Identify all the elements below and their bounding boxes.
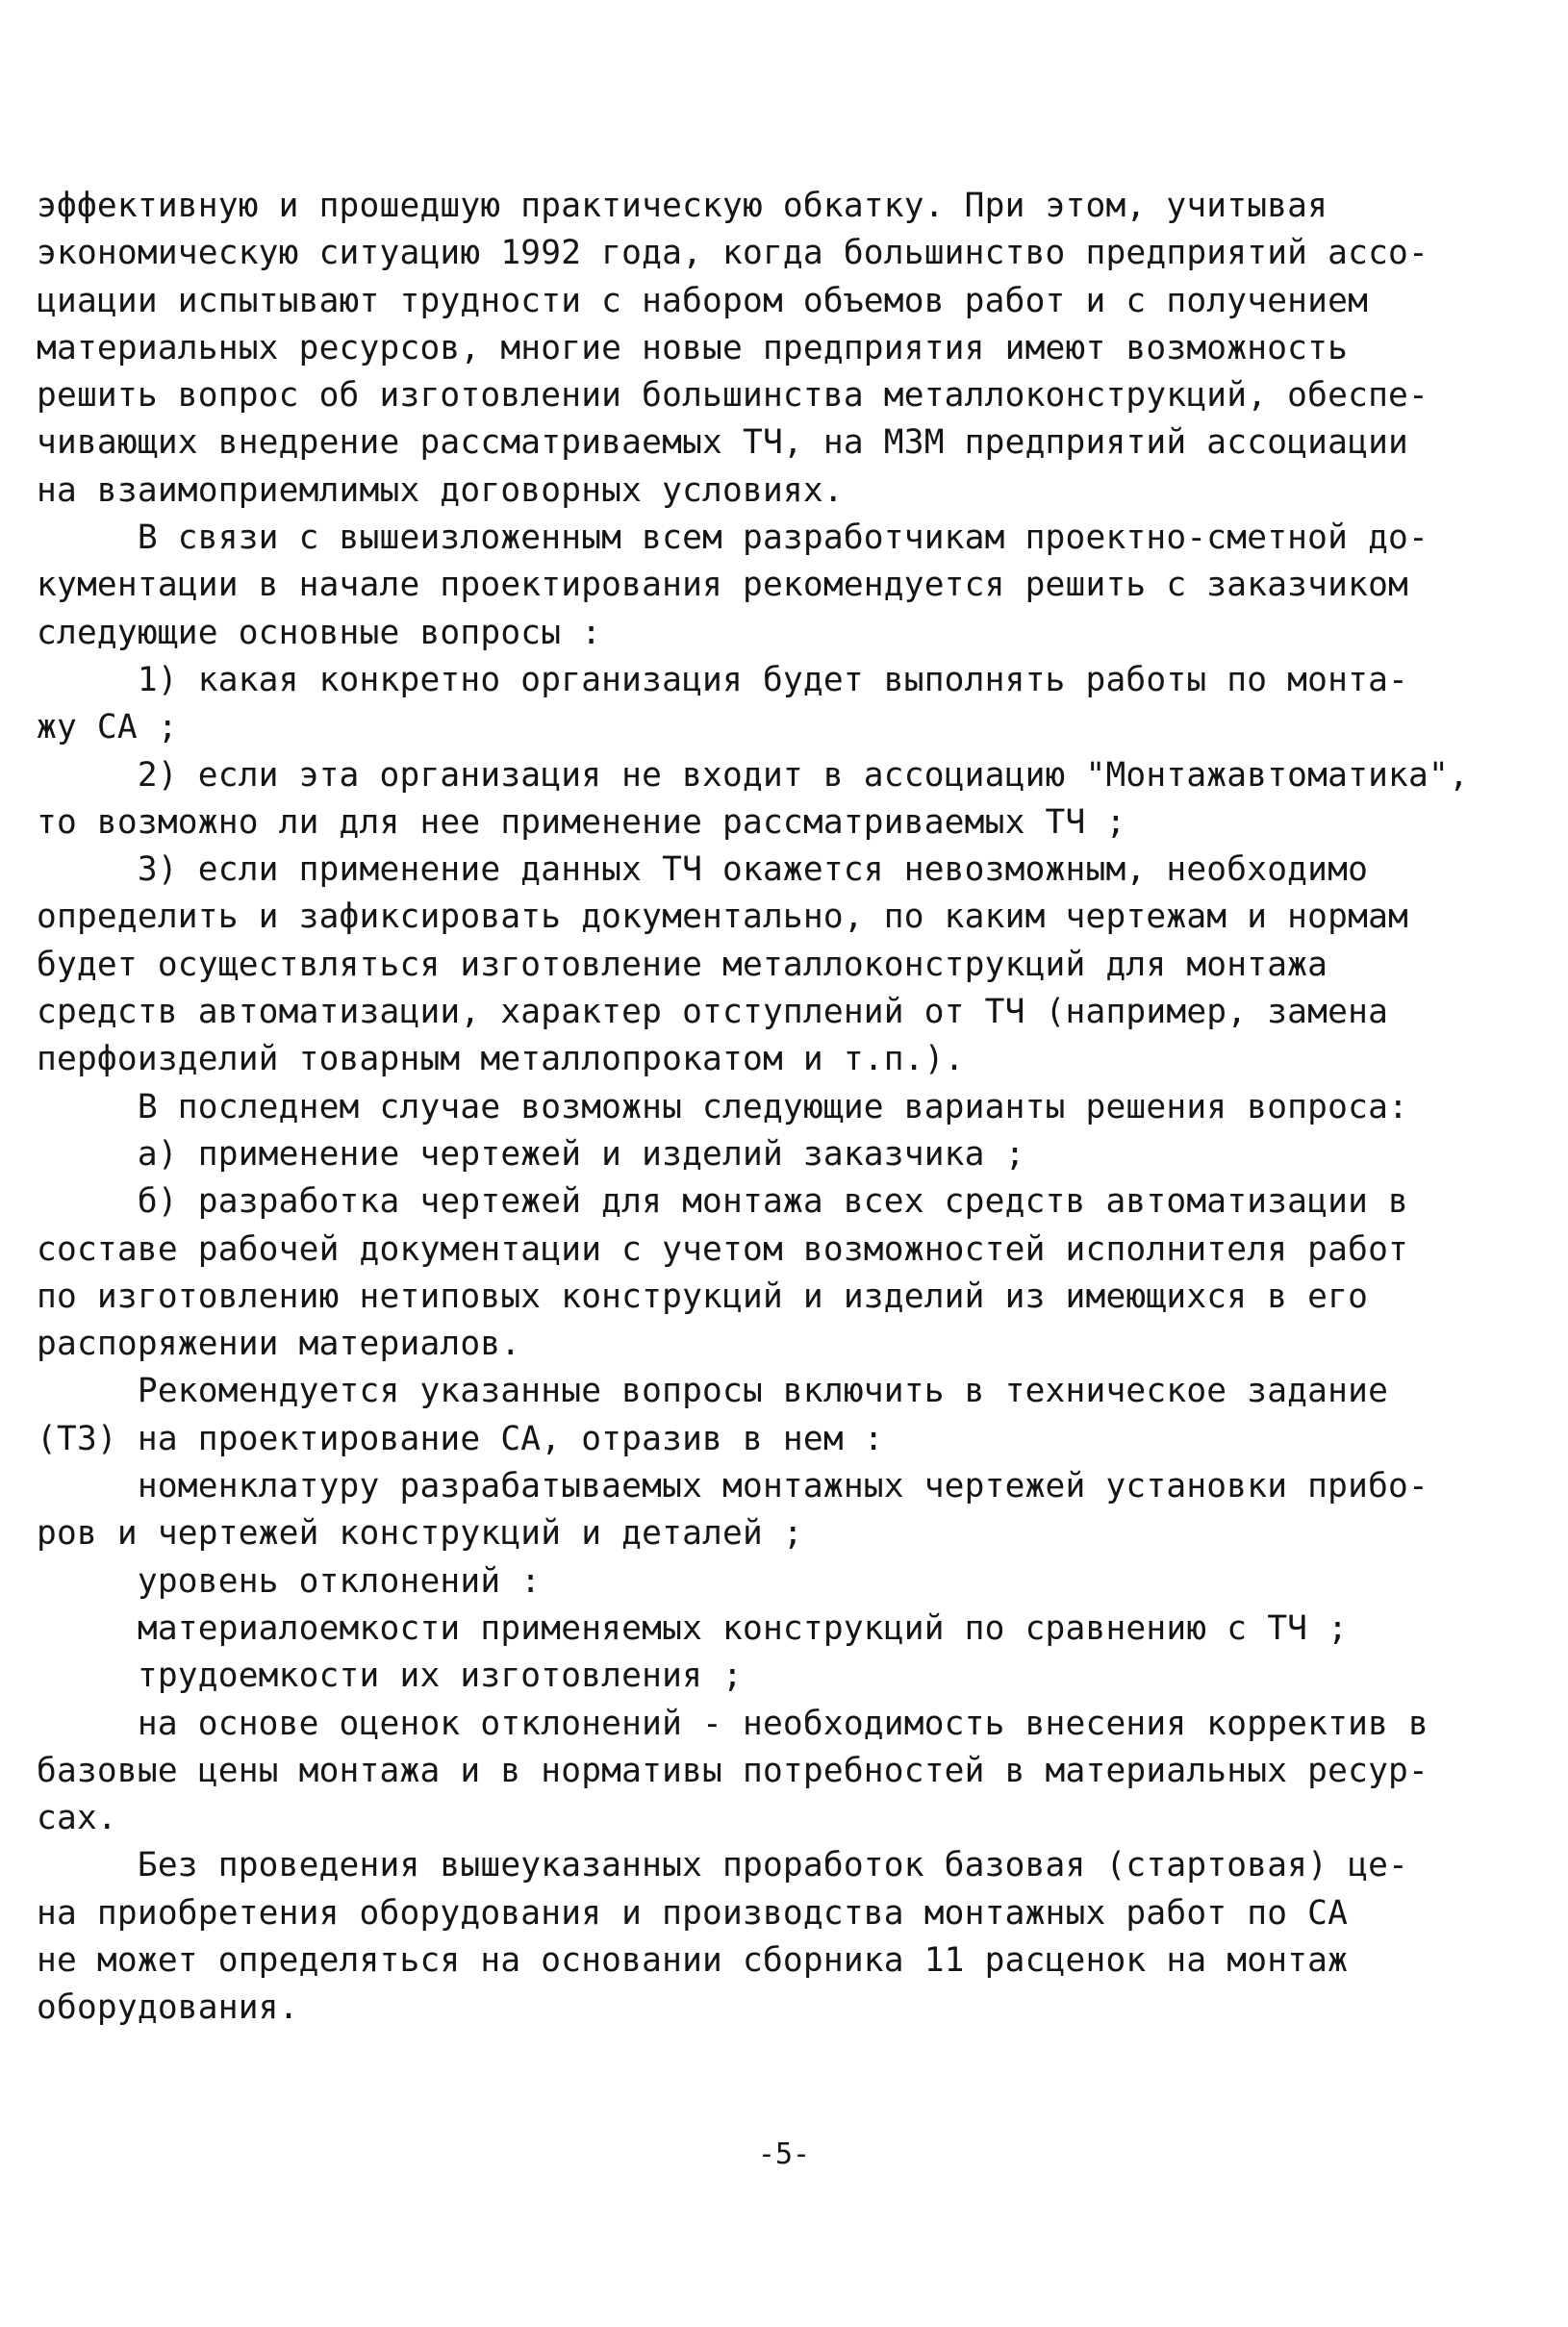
text-line: трудоемкости их изготовления ; xyxy=(37,1657,743,1696)
text-line: Без проведения вышеуказанных проработок базовая (стартовая) це- xyxy=(37,1846,1409,1885)
text-line: составе рабочей документации с учетом возможностей исполнителя работ xyxy=(37,1229,1409,1269)
text-line: решить вопрос об изготовлении большинства металлоконструкций, обеспе- xyxy=(37,376,1429,416)
text-line: уровень отклонений : xyxy=(37,1561,542,1601)
text-line: номенклатуру разрабатываемых монтажных чертежей установки прибо- xyxy=(37,1467,1429,1506)
text-line: перфоизделий товарным металлопрокатом и т.п.). xyxy=(37,1040,965,1079)
text-line: чивающих внедрение рассматриваемых ТЧ, на МЗМ предприятий ассоциации xyxy=(37,423,1409,463)
text-line: базовые цены монтажа и в нормативы потребностей в материальных ресур- xyxy=(37,1751,1429,1790)
text-line: В связи с вышеизложенным всем разработчикам проектно-сметной до- xyxy=(37,519,1429,558)
text-line: на взаимоприемлимых договорных условиях. xyxy=(37,470,844,510)
text-line: циации испытывают трудности с набором объемов работ и с получением xyxy=(37,281,1369,320)
text-line: а) применение чертежей и изделий заказчика ; xyxy=(37,1134,1025,1174)
body-text xyxy=(37,183,1469,2033)
text-line: В последнем случае возможны следующие варианты решения вопроса: xyxy=(37,1087,1409,1126)
text-line: на приобретения оборудования и производства монтажных работ по СА xyxy=(37,1893,1349,1933)
text-line: ров и чертежей конструкций и деталей ; xyxy=(37,1514,803,1554)
text-line: Рекомендуется указанные вопросы включить в техническое задание xyxy=(37,1372,1389,1411)
text-line: кументации в начале проектирования рекомендуется решить с заказчиком xyxy=(37,566,1409,605)
text-line: на основе оценок отклонений - необходимость внесения корректив в xyxy=(37,1704,1429,1743)
text-line: распоряжении материалов. xyxy=(37,1325,521,1364)
text-line: эффективную и прошедшую практическую обкатку. При этом, учитывая xyxy=(37,187,1328,225)
text-line: 3) если применение данных ТЧ окажется невозможным, необходимо xyxy=(37,850,1369,890)
text-line: жу СА ; xyxy=(37,708,178,747)
text-line: материальных ресурсов, многие новые предприятия имеют возможность xyxy=(37,328,1349,367)
text-line: 2) если эта организация не входит в ассоциацию "Монтажавтоматика", xyxy=(37,755,1469,795)
text-line: определить и зафиксировать документально, по каким чертежам и нормам xyxy=(37,898,1409,937)
text-line: материалоемкости применяемых конструкций по сравнению с ТЧ ; xyxy=(37,1608,1349,1648)
text-line: следующие основные вопросы : xyxy=(37,613,602,652)
text-line: 1) какая конкретно организация будет выполнять работы по монта- xyxy=(37,660,1409,699)
text-line: б) разработка чертежей для монтажа всех средств автоматизации в xyxy=(37,1182,1409,1222)
text-line: оборудования. xyxy=(37,1988,299,2028)
page-number: -5- xyxy=(757,2137,811,2171)
text-line: то возможно ли для нее применение рассматриваемых ТЧ ; xyxy=(37,802,1126,842)
text-line: будет осуществляться изготовление металлоконструкций для монтажа xyxy=(37,945,1328,984)
text-line: экономическую ситуацию 1992 года, когда большинство предприятий ассо- xyxy=(37,234,1429,273)
text-line: сах. xyxy=(37,1799,117,1838)
text-line: (ТЗ) на проектирование СА, отразив в нем : xyxy=(37,1419,884,1458)
text-line: средств автоматизации, характер отступлений от ТЧ (например, замена xyxy=(37,993,1389,1032)
text-line: по изготовлению нетиповых конструкций и изделий из имеющихся в его xyxy=(37,1277,1369,1316)
text-line: не может определяться на основании сборника 11 расценок на монтаж xyxy=(37,1940,1349,1980)
